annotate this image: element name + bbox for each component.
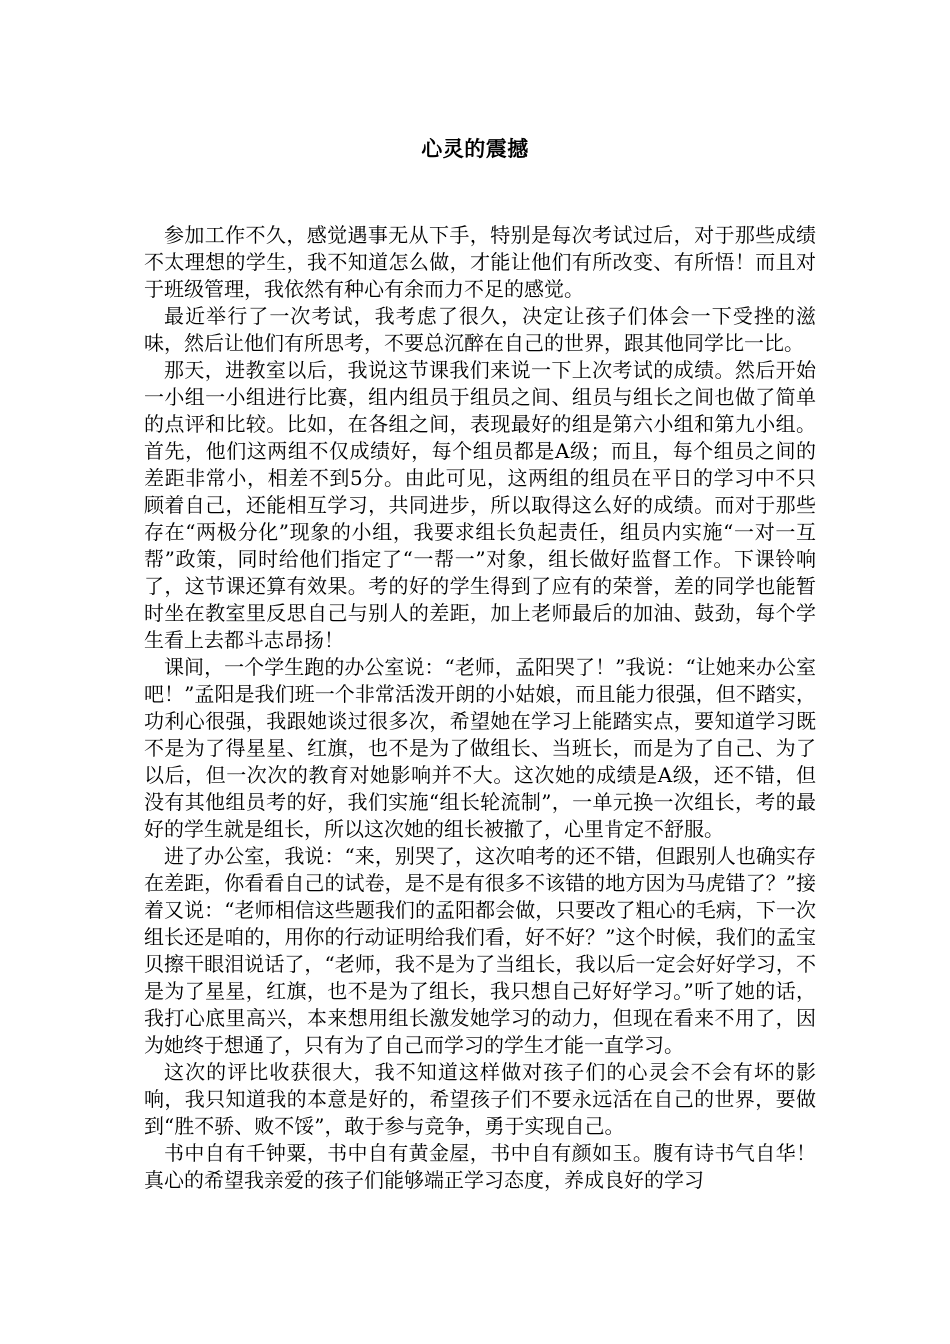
paragraph-7: 书中自有千钟粟，书中自有黄金屋，书中自有颜如玉。腹有诗书气自华！真心的希望我亲爱的孩子们能够端正学习态度，养成良好的学习 (144, 1141, 816, 1192)
paragraph-6: 这次的评比收获很大，我不知道这样做对孩子们的心灵会不会有坏的影响，我只知道我的本意是好的，希望孩子们不要永远活在自己的世界，要做到“胜不骄、败不馁”，敢于参与竞争，勇于实现自己。 (144, 1060, 816, 1138)
document-body (144, 222, 816, 1194)
paragraph-5: 进了办公室，我说：“来，别哭了，这次咱考的还不错，但跟别人也确实存在差距，你看看自己的试卷，是不是有很多不该错的地方因为马虎错了？”接着又说：“老师相信这些题我们的孟阳都会做，只要改了粗心的毛病，下一次组长还是咱的，用你的行动证明给我们看，好不好？”这个时候，我们的孟宝贝擦干眼泪说话了，“老师，我不是为了当组长，我以后一定会好好学习，不是为了星星，红旗，也不是为了组长，我只想自己好好学习。”听了她的话，我打心底里高兴，本来想用组长激发她学习的动力，但现在看来不用了，因为她终于想通了，只有为了自己而学习的学生才能一直学习。 (144, 844, 816, 1057)
paragraph-3: 那天，进教室以后，我说这节课我们来说一下上次考试的成绩。然后开始一小组一小组进行比赛，组内组员于组员之间、组员与组长之间也做了简单的点评和比较。比如，在各组之间，表现最好的组是第六小组和第九小组。首先，他们这两组不仅成绩好，每个组员都是A级；而且，每个组员之间的差距非常小，相差不到5分。由此可见，这两组的组员在平日的学习中不只顾着自己，还能相互学习，共同进步，所以取得这么好的成绩。而对于那些存在“两极分化”现象的小组，我要求组长负起责任，组员内实施“一对一互帮”政策，同时给他们指定了“一帮一”对象，组长做好监督工作。下课铃响了，这节课还算有效果。考的好的学生得到了应有的荣誉，差的同学也能暂时坐在教室里反思自己与别人的差距，加上老师最后的加油、鼓劲，每个学生看上去都斗志昂扬！ (144, 358, 816, 652)
paragraph-1: 参加工作不久，感觉遇事无从下手，特别是每次考试过后，对于那些成绩不太理想的学生，我不知道怎么做，才能让他们有所改变、有所悟！而且对于班级管理，我依然有种心有余而力不足的感觉。 (144, 223, 816, 301)
paragraph-4: 课间，一个学生跑的办公室说：“老师，孟阳哭了！”我说：“让她来办公室吧！”孟阳是我们班一个非常活泼开朗的小姑娘，而且能力很强，但不踏实，功利心很强，我跟她谈过很多次，希望她在学习上能踏实点，要知道学习既不是为了得星星、红旗，也不是为了做组长、当班长，而是为了自己、为了以后，但一次次的教育对她影响并不大。这次她的成绩是A级，还不错，但没有其他组员考的好，我们实施“组长轮流制”，一单元换一次组长，考的最好的学生就是组长，所以这次她的组长被撤了，心里肯定不舒服。 (144, 655, 816, 841)
paragraph-2: 最近举行了一次考试，我考虑了很久，决定让孩子们体会一下受挫的滋味，然后让他们有所思考，不要总沉醉在自己的世界，跟其他同学比一比。 (144, 304, 816, 355)
document-title: 心灵的震撼 (421, 137, 529, 161)
